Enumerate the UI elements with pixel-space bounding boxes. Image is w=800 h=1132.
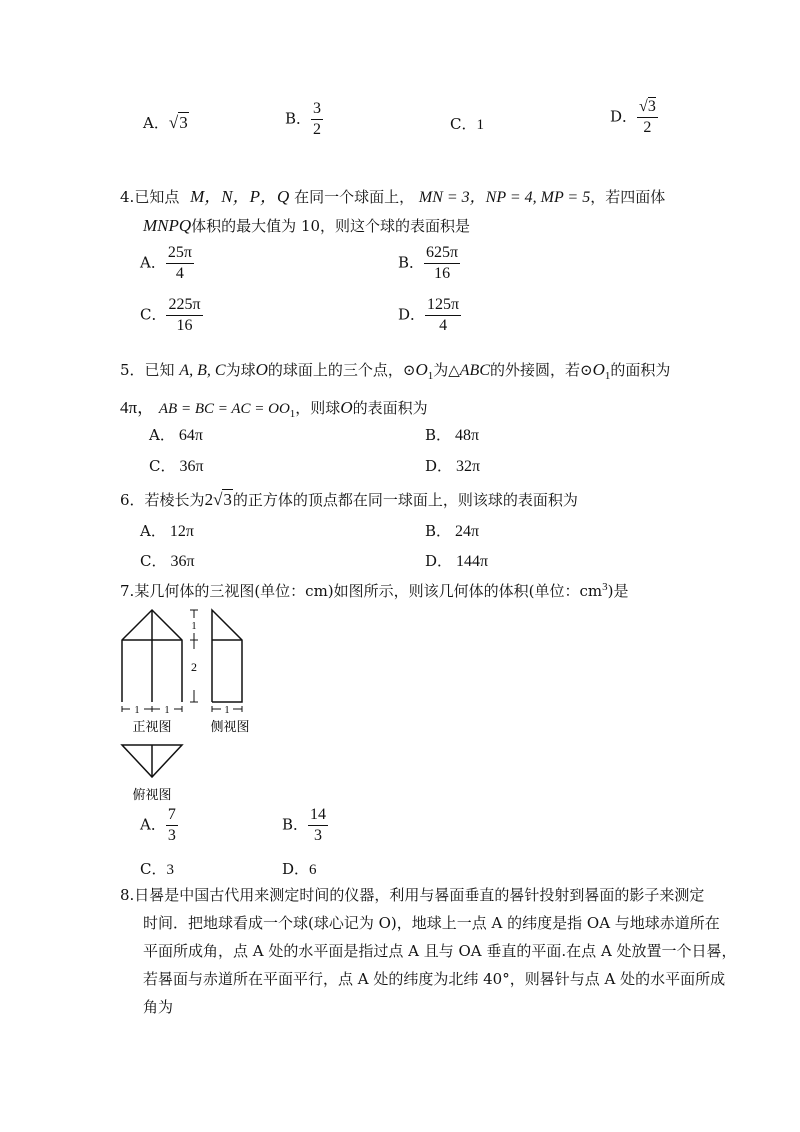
- side-view: [212, 610, 242, 702]
- top-view-label: 俯视图: [132, 787, 172, 802]
- q5-option-a: A． 64π: [149, 426, 203, 444]
- q6-line-1: 6．若棱长为2√3的正方体的顶点都在同一球面上，则该球的表面积为: [120, 490, 578, 509]
- q4-line-1: 4.已知点 M，N，P，Q 在同一个球面上， MN = 3，NP = 4, MP = 5，若四面体: [120, 187, 666, 206]
- q5-line-1: 5．已知 A, B, C为球O的球面上的三个点，$⊙O_1$为△ABC的外接圆，若$⊙O_1$的面积为: [120, 360, 671, 382]
- q3-option-b: B． $\frac{3}{2}$: [285, 100, 322, 138]
- q4-option-c: C． $\frac{225\pi}{16}$: [140, 296, 201, 334]
- q5-option-d: D． 32π: [425, 457, 481, 475]
- top-view: [122, 745, 182, 777]
- q3-option-b-fraction: $\frac{3}{2}$: [313, 100, 322, 138]
- three-view-figure: [110, 600, 260, 805]
- q7-line-1: 7.某几何体的三视图(单位：cm)如图所示，则该几何体的体积(单位：$cm^3$)是: [120, 581, 629, 600]
- front-view: [122, 610, 182, 702]
- q8-line-5: 角为: [143, 998, 174, 1016]
- q7-option-a: A． $\frac{7}{3}$: [140, 806, 176, 844]
- front-dimension-line: [122, 706, 182, 712]
- q6-option-b: B． 24π: [425, 522, 480, 540]
- q6-option-c: C． 36π: [140, 552, 195, 570]
- side-view-label: 侧视图: [210, 719, 250, 734]
- q8-line-1: 8.日晷是中国古代用来测定时间的仪器，利用与晷面垂直的晷针投射到晷面的影子来测定: [120, 886, 705, 904]
- q3-option-c: C．1: [450, 115, 484, 133]
- q5-option-c: C． 36π: [149, 457, 204, 475]
- q7-option-d: D．6: [282, 860, 317, 878]
- q3-option-a: A．√3: [143, 113, 188, 132]
- q7-option-b: B． $\frac{14}{3}$: [282, 806, 327, 844]
- front-dim-left: 1: [134, 705, 140, 716]
- front-dim-right: 1: [164, 705, 170, 716]
- q3-option-a-value: √3: [168, 113, 188, 132]
- q5-line-2: 4π， AB = BC = AC = $OO_1$，则球O的表面积为: [120, 398, 428, 420]
- q5-option-b: B． 48π: [425, 426, 480, 444]
- q4-option-d: D． $\frac{125\pi}{4}$: [398, 296, 460, 334]
- q8-line-3: 平面所成角，点 A 处的水平面是指过点 A 且与 OA 垂直的平面.在点 A 处放置一个日晷，: [143, 942, 737, 960]
- side-dim: 1: [224, 705, 230, 716]
- q6-option-d: D． 144π: [425, 552, 489, 570]
- q3-option-d-fraction: $\frac{√3}{2}$: [639, 98, 656, 136]
- height-dim-lower: 2: [191, 660, 197, 674]
- q8-line-4: 若晷面与赤道所在平面平行，点 A 处的纬度为北纬 40°，则晷针与点 A 处的水平面所成: [143, 970, 726, 988]
- q4-line-2: MNPQ体积的最大值为 10，则这个球的表面积是: [143, 216, 471, 235]
- front-view-label: 正视图: [132, 719, 172, 734]
- q4-option-b: B． $\frac{625\pi}{16}$: [398, 244, 459, 282]
- q8-line-2: 时间．把地球看成一个球(球心记为 O)，地球上一点 A 的纬度是指 OA 与地球赤道所在: [143, 914, 720, 932]
- q7-option-c: C．3: [140, 860, 174, 878]
- q3-option-d: D． $\frac{√3}{2}$: [610, 98, 656, 136]
- q4-option-a: A． $\frac{25\pi}{4}$: [140, 244, 192, 282]
- height-dim-upper: 1: [191, 621, 197, 632]
- q6-option-a: A． 12π: [140, 522, 194, 540]
- side-view-outline: [212, 610, 242, 702]
